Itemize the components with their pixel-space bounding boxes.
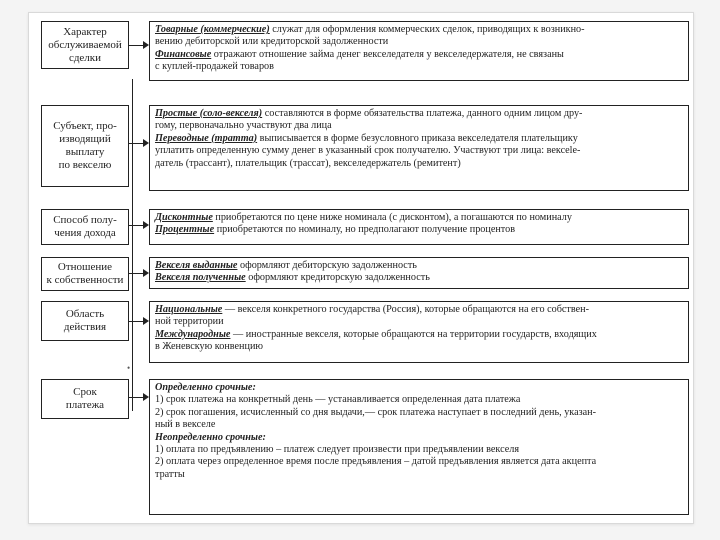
description-line xyxy=(155,341,683,353)
criterion-description xyxy=(149,21,689,81)
line-text: 1) срок платежа на конкретный день — устанавливается определенная дата платежа xyxy=(155,394,521,406)
line-text: оформляют дебиторскую задолженность xyxy=(237,260,417,271)
classification-row xyxy=(29,377,693,519)
description-line xyxy=(155,272,683,284)
line-text: отражают отношение займа денег векселедателя у векселедержателя, не связаны xyxy=(211,48,564,60)
classification-row xyxy=(29,19,693,81)
classification-row xyxy=(29,103,693,193)
criterion-description xyxy=(149,257,689,289)
term-text: Переводные (тратта) xyxy=(155,132,258,144)
description-line xyxy=(155,224,683,236)
description-line xyxy=(155,469,683,481)
description-line xyxy=(155,158,683,170)
line-text: оформляют кредиторскую задолженность xyxy=(245,272,430,284)
criterion-description xyxy=(149,379,689,515)
term-text: Векселя полученные xyxy=(155,272,246,284)
description-line xyxy=(155,432,683,444)
description-line xyxy=(155,260,683,272)
term-text: Векселя выданные xyxy=(155,260,238,271)
line-text: 2) срок погашения, исчисленный со дня выдачи,— срок платежа наступает в последний день, указан- xyxy=(155,406,597,418)
term-text: Товарные (коммерческие) xyxy=(155,24,270,35)
classification-row xyxy=(29,255,693,295)
line-text: датель (трассант), плательщик (трассат), векселедержатель (ремитент) xyxy=(155,157,461,169)
description-line xyxy=(155,108,683,120)
description-line xyxy=(155,36,683,48)
description-line xyxy=(155,49,683,61)
arrow-connector xyxy=(129,321,147,322)
term-text: Национальные xyxy=(155,304,223,315)
criterion-label: Субъект, про- изводящий выплату по векселю xyxy=(41,105,129,187)
description-line xyxy=(155,419,683,431)
line-text: гому, первоначально участвуют два лица xyxy=(155,120,332,132)
description-line xyxy=(155,456,683,468)
criterion-label: Область действия xyxy=(41,301,129,341)
term-text: Определенно срочные: xyxy=(155,382,256,393)
line-text: — иностранные векселя, которые обращаются на территории государств, входящих xyxy=(230,328,597,340)
line-text: с куплей-продажей товаров xyxy=(155,61,274,73)
arrow-connector xyxy=(129,397,147,398)
description-line xyxy=(155,24,683,36)
criterion-label: Способ полу- чения дохода xyxy=(41,209,129,245)
term-text: Простые (соло-векселя) xyxy=(155,108,263,119)
criterion-description xyxy=(149,105,689,191)
line-text: приобретаются по цене ниже номинала (с дисконтом), а погашаются по номиналу xyxy=(212,212,572,223)
line-text: ной территории xyxy=(155,316,224,328)
description-line xyxy=(155,145,683,157)
description-line xyxy=(155,329,683,341)
line-text: вению дебиторской или кредиторской задолженности xyxy=(155,36,389,48)
description-line xyxy=(155,444,683,456)
criterion-description xyxy=(149,209,689,245)
classification-row xyxy=(29,299,693,365)
line-text: приобретаются по номиналу, но предполагают получение процентов xyxy=(214,224,516,236)
term-text: Международные xyxy=(155,328,231,340)
arrow-connector xyxy=(129,225,147,226)
term-text: Финансовые xyxy=(155,48,212,60)
document-page xyxy=(28,12,694,524)
criterion-label: Характер обслуживаемой сделки xyxy=(41,21,129,69)
line-text: 2) оплата через определенное время после предъявления – датой предъявления является дата акцепта xyxy=(155,456,597,468)
line-text: служат для оформления коммерческих сделок, приводящих к возникно- xyxy=(269,24,585,35)
line-text: ный в векселе xyxy=(155,419,216,431)
classification-row xyxy=(29,207,693,249)
arrow-connector xyxy=(129,143,147,144)
line-text: тратты xyxy=(155,468,185,480)
description-line xyxy=(155,304,683,316)
term-text: Неопределенно срочные: xyxy=(155,431,266,443)
line-text: выписывается в форме безусловного приказа векселедателя плательщику xyxy=(257,132,578,144)
description-line xyxy=(155,212,683,224)
description-line xyxy=(155,316,683,328)
description-line xyxy=(155,394,683,406)
term-text: Процентные xyxy=(155,224,215,236)
arrow-connector xyxy=(129,273,147,274)
criterion-label: Отношение к собственности xyxy=(41,257,129,291)
description-line xyxy=(155,133,683,145)
line-text: в Женевскую конвенцию xyxy=(155,341,264,353)
arrow-connector xyxy=(129,45,147,46)
description-line xyxy=(155,407,683,419)
criterion-label: Срок платежа xyxy=(41,379,129,419)
term-text: Дисконтные xyxy=(155,212,213,223)
line-text: — векселя конкретного государства (Россия), которые обращаются на его собствен- xyxy=(222,304,589,315)
description-line xyxy=(155,61,683,73)
line-text: 1) оплата по предъявлению – платеж следует произвести при предъявлении векселя xyxy=(155,444,520,456)
criterion-description xyxy=(149,301,689,363)
line-text: составляются в форме обязательства платежа, данного одним лицом дру- xyxy=(262,108,583,119)
description-line xyxy=(155,120,683,132)
scan-mark: • xyxy=(127,363,131,373)
description-line xyxy=(155,382,683,394)
line-text: уплатить определенную сумму денег в указанный срок получателю. Участвуют три лица: вексele- xyxy=(155,145,581,157)
